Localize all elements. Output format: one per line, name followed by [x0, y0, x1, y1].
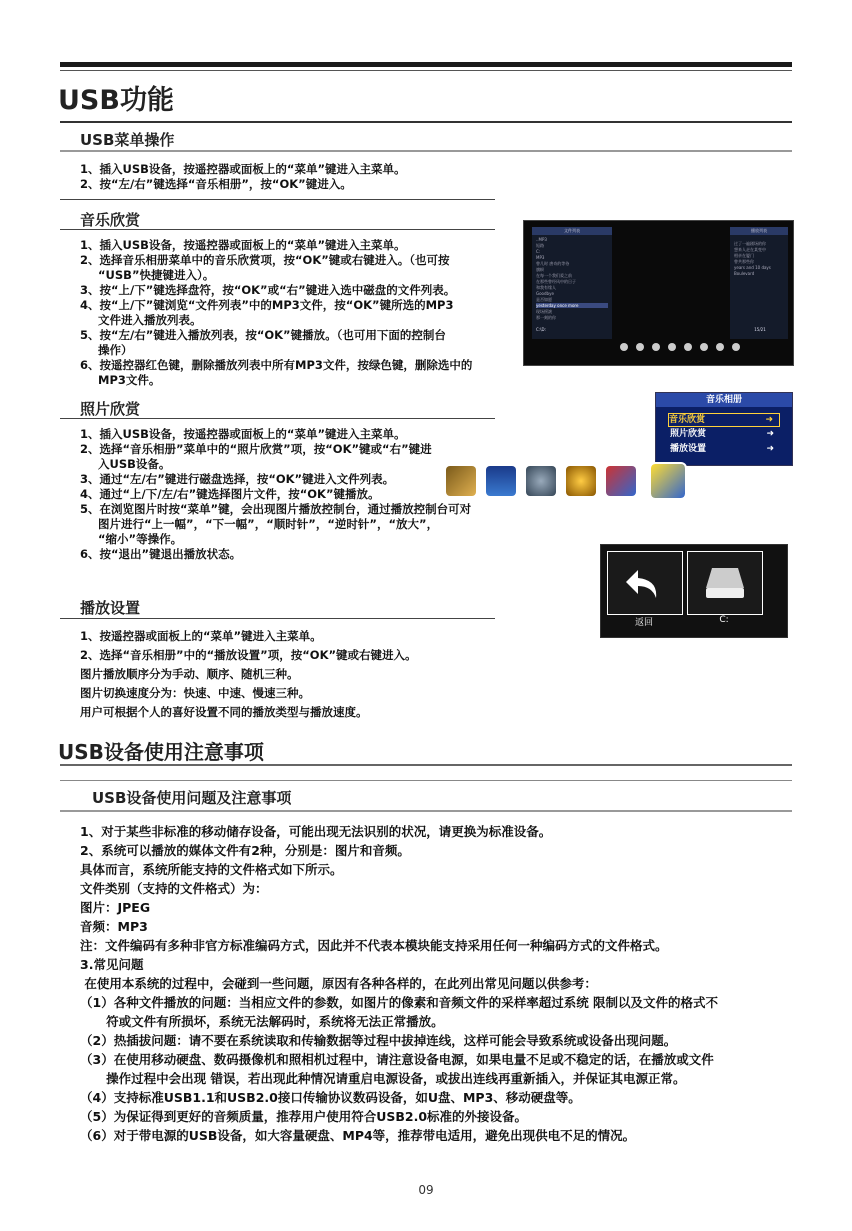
playback-step: 图片切换速度分为：快速、中速、慢速三种。	[80, 686, 310, 700]
pause-control-icon	[668, 343, 676, 351]
notice-line: 操作过程中会出现 错误，若出现此种情况请重启电源设备，或拔出连线再重新插入，并保证其电源正常。	[80, 1071, 686, 1086]
file-browser-panel	[600, 544, 788, 638]
section-rule	[60, 150, 792, 152]
playlist-row: Boulevard	[734, 271, 755, 276]
title-rule	[60, 121, 792, 123]
file-row: 在那些曾经风中的日子	[536, 279, 576, 284]
menu-title: 音乐相册	[656, 393, 792, 407]
photo-step: 图片进行“上一幅”，“下一幅”，“顺时针”，“逆时针”，“放大”，	[98, 517, 439, 531]
file-row: MP3	[536, 255, 545, 260]
music-step: MP3文件。	[98, 373, 161, 387]
file-row: C:	[536, 249, 541, 254]
section-rule	[60, 418, 495, 419]
zoom-out-icon	[651, 464, 685, 498]
file-row: 那一刻的你	[536, 315, 556, 320]
top-rule-thick	[60, 62, 792, 67]
notice-line: （6）对于带电源的USB设备，如大容量硬盘、MP4等，推荐带电适用，避免出现供电不足的情况。	[80, 1128, 636, 1143]
arrow-right-icon: ➜	[766, 429, 774, 439]
notice-line: （4）支持标准USB1.1和USB2.0接口传输协议数码设备，如U盘、MP3、移动硬盘等。	[80, 1090, 581, 1105]
page-title: USB功能	[58, 85, 174, 116]
drive-c-button[interactable]	[687, 551, 763, 615]
file-row-selected: yesterday once more	[536, 303, 608, 308]
file-row: 现场摇滚	[536, 309, 552, 314]
section-photo-title: 照片欣赏	[80, 400, 141, 418]
file-row: 旗帜	[536, 267, 544, 272]
drive-selector: C:\D:	[536, 327, 546, 332]
photo-step: 1、插入USB设备，按遥控器或面板上的“菜单”键进入主菜单。	[80, 427, 406, 441]
notice-body	[80, 822, 718, 1145]
notice-line: （5）为保证得到更好的音频质量，推荐用户使用符合USB2.0标准的外接设备。	[80, 1109, 528, 1124]
notice-line: 在使用本系统的过程中，会碰到一些问题，原因有各种各样的，在此列出常见问题以供参考：	[80, 976, 597, 991]
usb-menu-step: 2、按“左/右”键选择“音乐相册”，按“OK”键进入。	[80, 177, 352, 191]
section-rule	[60, 780, 792, 781]
notice-line: 音频：MP3	[80, 919, 148, 934]
photo-step: 2、选择“音乐相册”菜单中的“照片欣赏”项，按“OK”键或“右”键进	[80, 442, 432, 456]
photo-step: “缩小”等操作。	[98, 532, 183, 546]
playback-step: 2、选择“音乐相册”中的“播放设置”项，按“OK”键或右键进入。	[80, 648, 417, 662]
music-step: 操作）	[98, 343, 133, 357]
playback-step: 1、按遥控器或面板上的“菜单”键进入主菜单。	[80, 629, 322, 643]
repeat-control-icon	[700, 343, 708, 351]
playlist-row: 过了一遍剧场的你	[734, 241, 766, 246]
photo-steps	[80, 427, 471, 562]
mute-control-icon	[716, 343, 724, 351]
track-counter: 15/21	[754, 327, 766, 332]
info-control-icon	[732, 343, 740, 351]
playlist-header: 播放列表	[730, 227, 788, 235]
playlist-row: 想来人走在某变中	[734, 247, 766, 252]
notice-line: （3）在使用移动硬盘、数码摄像机和照相机过程中，请注意设备电源，如果电量不足或不稳定的话，在播放或文件	[80, 1052, 714, 1067]
menu-item-label: 播放设置	[670, 444, 707, 454]
playlist-row: 相亲在厦门	[734, 253, 754, 258]
section-rule	[60, 618, 495, 619]
back-label: 返回	[634, 618, 653, 628]
music-step: “USB”快捷键进入）。	[98, 268, 215, 282]
file-row: 曾几时 唐奇的等待	[536, 261, 570, 266]
photo-step: 6、按“退出”键退出播放状态。	[80, 547, 242, 561]
usb-menu-steps	[80, 162, 406, 192]
menu-item-music[interactable]	[668, 413, 780, 427]
music-steps	[80, 238, 472, 388]
music-step: 3、按“上/下”键选择盘符，按“OK”或“右”键进入选中磁盘的文件列表。	[80, 283, 456, 297]
file-row: 在每一个我们爱之前	[536, 273, 572, 278]
drive-label: C:	[719, 615, 729, 625]
music-step: 4、按“上/下”键浏览“文件列表”中的MP3文件，按“OK”键所选的MP3	[80, 298, 454, 312]
hard-drive-icon	[688, 552, 762, 614]
notice-line: 2、系统可以播放的媒体文件有2种，分别是：图片和音频。	[80, 843, 410, 858]
notice-line: 1、对于某些非标准的移动储存设备，可能出现无法识别的状况，请更换为标准设备。	[80, 824, 552, 839]
menu-item-playback[interactable]	[670, 443, 780, 455]
menu-item-photo[interactable]	[670, 428, 780, 440]
menu-item-label: 音乐欣赏	[669, 415, 706, 425]
page-number: 09	[418, 1183, 434, 1197]
menu-item-label: 照片欣赏	[670, 429, 707, 439]
music-step: 5、按“左/右”键进入播放列表，按“OK”键播放。（也可用下面的控制台	[80, 328, 446, 342]
section-rule	[60, 229, 495, 230]
file-row: 短路	[536, 243, 544, 248]
notice-line: （1）各种文件播放的问题：当相应文件的参数，如图片的像素和音频文件的采样率超过系统 限制以及文件的格式不	[80, 995, 719, 1010]
music-step: 6、按遥控器红色键，删除播放列表中所有MP3文件，按绿色键，删除选中的	[80, 358, 473, 372]
next-control-icon	[636, 343, 644, 351]
rotate-clockwise-icon	[526, 466, 556, 496]
notice-line: 图片：JPEG	[80, 900, 151, 915]
file-row: ..MP3	[536, 237, 547, 242]
next-picture-icon	[486, 466, 516, 496]
file-list-header: 文件列表	[532, 227, 612, 235]
playback-step: 用户可根据个人的喜好设置不同的播放类型与播放速度。	[80, 705, 368, 719]
playback-steps	[80, 627, 417, 722]
arrow-right-icon: ➜	[766, 444, 774, 454]
notice-line: 3.常见问题	[80, 957, 144, 972]
section-music-title: 音乐欣赏	[80, 211, 141, 229]
top-rule-thin	[60, 70, 792, 71]
photo-step: 4、通过“上/下/左/右”键选择图片文件，按“OK”键播放。	[80, 487, 380, 501]
stop-control-icon	[684, 343, 692, 351]
music-step: 文件进入播放列表。	[98, 313, 202, 327]
rotate-counterclockwise-icon	[566, 466, 596, 496]
file-row: 和我有缘人	[536, 285, 556, 290]
music-step: 1、插入USB设备，按遥控器或面板上的“菜单”键进入主菜单。	[80, 238, 406, 252]
preview-pane	[616, 227, 726, 339]
photo-step: 入USB设备。	[98, 457, 171, 471]
playback-step: 图片播放顺序分为手动、顺序、随机三种。	[80, 667, 299, 681]
notice-line: 具体而言，系统所能支持的文件格式如下所示。	[80, 862, 343, 877]
notice-line: 文件类别（支持的文件格式）为：	[80, 881, 268, 896]
arrow-right-icon: ➜	[765, 415, 773, 425]
back-button[interactable]	[607, 551, 683, 615]
section-playback-title: 播放设置	[80, 599, 141, 617]
prev-picture-icon	[446, 466, 476, 496]
playlist-pane	[730, 227, 788, 339]
back-arrow-icon	[608, 552, 682, 614]
section-rule	[60, 764, 792, 766]
playlist-row: 曾共那些你	[734, 259, 754, 264]
music-player-screenshot	[523, 220, 794, 366]
music-step: 2、选择音乐相册菜单中的音乐欣赏项，按“OK”键或右键进入。（也可按	[80, 253, 450, 267]
prev-control-icon	[620, 343, 628, 351]
file-row: 是否如愿	[536, 297, 552, 302]
playlist-row: years and 10 days	[734, 265, 771, 270]
section-notice-title: USB设备使用注意事项	[58, 740, 264, 764]
section-rule	[60, 810, 792, 812]
file-row: Goodbye	[536, 291, 554, 296]
zoom-in-icon	[606, 466, 636, 496]
play-control-icon	[652, 343, 660, 351]
file-list-pane	[532, 227, 612, 339]
section-rule	[60, 199, 495, 200]
notice-line: 注：文件编码有多种非官方标准编码方式，因此并不代表本模块能支持采用任何一种编码方式的文件格式。	[80, 938, 668, 953]
photo-step: 5、在浏览图片时按“菜单”键，会出现图片播放控制台，通过播放控制台可对	[80, 502, 472, 516]
notice-line: （2）热插拔问题：请不要在系统读取和传输数据等过程中拔掉连线，这样可能会导致系统或设备出现问题。	[80, 1033, 677, 1048]
notice-line: 符或文件有所损坏，系统无法解码时，系统将无法正常播放。	[80, 1014, 444, 1029]
section-notice-subtitle: USB设备使用问题及注意事项	[92, 789, 292, 807]
music-album-menu	[655, 392, 793, 466]
usb-menu-step: 1、插入USB设备，按遥控器或面板上的“菜单”键进入主菜单。	[80, 162, 406, 176]
section-usb-menu-title: USB菜单操作	[80, 131, 175, 149]
photo-step: 3、通过“左/右”键进行磁盘选择，按“OK”键进入文件列表。	[80, 472, 395, 486]
